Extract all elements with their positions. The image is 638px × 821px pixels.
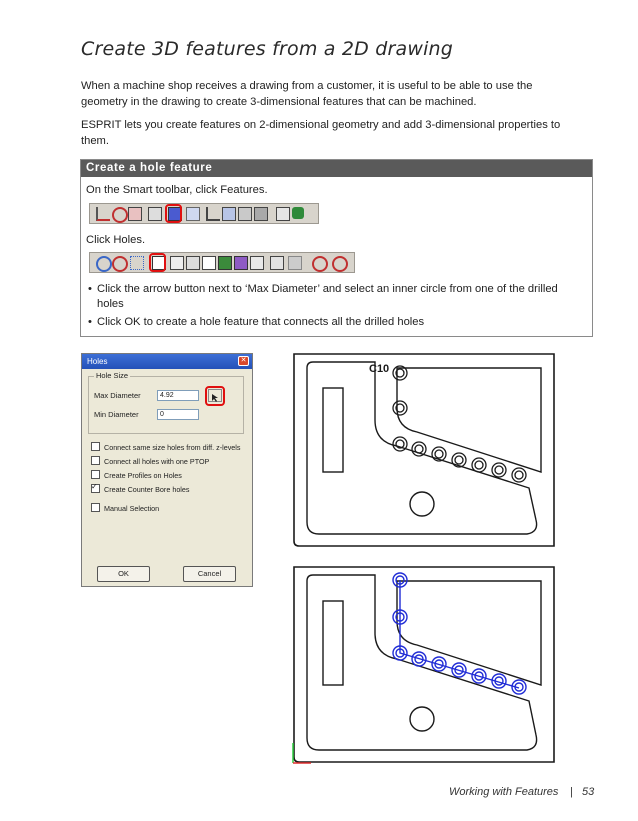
instruction-box-header: Create a hole feature [81, 160, 592, 177]
option-connect-one-ptop[interactable]: Connect all holes with one PTOP [91, 456, 209, 466]
smart-toolbar [89, 203, 319, 224]
toolbar-tool-icon[interactable] [234, 256, 248, 270]
intro-line: them. [81, 135, 109, 147]
toolbar-tool-icon[interactable] [186, 256, 200, 270]
toolbar-tool-icon[interactable] [288, 256, 302, 270]
min-diameter-label: Min Diameter [94, 410, 139, 419]
toolbar-tool-icon[interactable] [130, 256, 144, 270]
option-manual-selection[interactable]: Manual Selection [91, 503, 159, 513]
holes-dialog [81, 353, 253, 587]
cancel-button[interactable]: Cancel [183, 566, 236, 582]
max-diameter-label: Max Diameter [94, 391, 141, 400]
toolbar-tool-icon[interactable] [96, 256, 112, 272]
toolbar-tool-icon[interactable] [112, 207, 128, 223]
toolbar-tool-icon[interactable] [128, 207, 142, 221]
step-holes: Click Holes. [86, 234, 146, 246]
toolbar-tool-icon[interactable] [186, 207, 200, 221]
page-number: 53 [582, 786, 595, 798]
page-title: Create 3D features from a 2D drawing [81, 38, 454, 60]
toolbar-tool-icon[interactable] [222, 207, 236, 221]
close-icon[interactable]: ✕ [238, 356, 249, 366]
toolbar-tool-icon[interactable] [292, 207, 304, 219]
hole-size-group [88, 371, 244, 434]
toolbar-tool-icon[interactable] [250, 256, 264, 270]
pick-arrow-highlight [205, 386, 225, 406]
step-features: On the Smart toolbar, click Features. [86, 184, 268, 196]
toolbar-tool-icon[interactable] [170, 256, 184, 270]
toolbar-tool-icon[interactable] [276, 207, 290, 221]
toolbar-tool-icon[interactable] [206, 207, 220, 221]
checkbox[interactable] [91, 442, 100, 451]
toolbar-tool-icon[interactable] [96, 207, 110, 221]
toolbar-tool-icon[interactable] [312, 256, 328, 272]
features-toolbar [89, 252, 355, 273]
toolbar-tool-icon[interactable] [218, 256, 232, 270]
option-connect-z-levels[interactable]: Connect same size holes from diff. z-levels [91, 442, 241, 452]
max-diameter-input[interactable]: 4.92 [157, 390, 199, 401]
hole-size-label: Hole Size [96, 371, 129, 380]
toolbar-tool-icon[interactable] [254, 207, 268, 221]
intro-line: When a machine shop receives a drawing from a customer, it is useful to be able to use the [81, 80, 533, 92]
min-diameter-input[interactable]: 0 [157, 409, 199, 420]
option-create-profiles[interactable]: Create Profiles on Holes [91, 470, 182, 480]
drawing-before [289, 350, 557, 550]
drawing-label: C10 [369, 363, 390, 375]
option-counter-bore[interactable]: ✓Create Counter Bore holes [91, 484, 190, 494]
toolbar-tool-icon[interactable] [148, 207, 162, 221]
intro-line: ESPRIT lets you create features on 2-dimensional geometry and add 3-dimensional properties to [81, 119, 561, 131]
holes-dialog-title: Holes [87, 357, 108, 366]
checkbox[interactable] [91, 470, 100, 479]
drawing-after [289, 563, 557, 770]
intro-line: geometry in the drawing to create 3-dimensional features that can be machined. [81, 96, 477, 108]
footer-separator: | [570, 786, 573, 798]
ok-button[interactable]: OK [97, 566, 150, 582]
toolbar-tool-icon[interactable] [332, 256, 348, 272]
checkbox[interactable] [91, 456, 100, 465]
toolbar-tool-icon[interactable] [238, 207, 252, 221]
toolbar-tool-icon[interactable] [270, 256, 284, 270]
instruction-box: Create a hole feature On the Smart toolbar, click Features. Click Holes. • Click the arrow button next to ‘Max Diameter’ and select an inner circle from one of the drilled holes • Click OK to create a hole feature that connects all the drilled holes [80, 159, 593, 337]
footer-section: Working with Features [449, 786, 559, 798]
holes-highlight [149, 253, 166, 272]
toolbar-tool-icon[interactable] [202, 256, 216, 270]
checkbox[interactable] [91, 503, 100, 512]
holes-dialog-titlebar [82, 354, 252, 369]
intro-paragraph-1 [81, 78, 591, 110]
features-highlight [165, 204, 182, 223]
toolbar-tool-icon[interactable] [112, 256, 128, 272]
checkbox-checked[interactable] [91, 484, 100, 493]
intro-paragraph-2 [81, 117, 591, 149]
